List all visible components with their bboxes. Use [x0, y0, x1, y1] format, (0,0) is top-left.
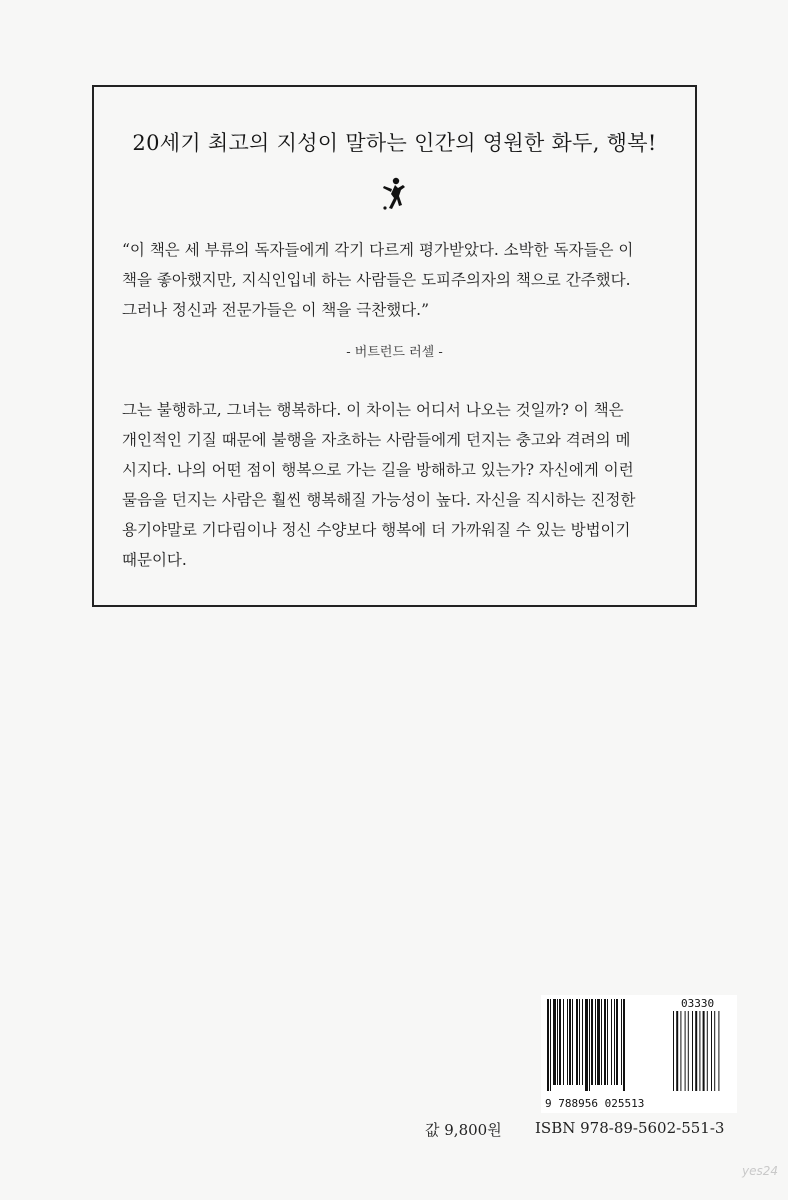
barcode-bar: [585, 999, 588, 1091]
barcode-bar: [591, 999, 593, 1085]
barcode-bar: [576, 999, 578, 1085]
barcode-bar: [604, 999, 606, 1085]
isbn-label: ISBN 978-89-5602-551-3: [535, 1119, 725, 1137]
barcode-addon-bar: [680, 1011, 681, 1091]
barcode-addon-bar: [692, 1011, 693, 1091]
barcode-addon-bar: [714, 1011, 715, 1091]
barcode-bar: [569, 999, 571, 1085]
quote-attribution: - 버트런드 러셀 -: [346, 345, 443, 360]
barcode-bar: [557, 999, 558, 1085]
barcode-addon-bar: [703, 1011, 705, 1091]
barcode-bar: [579, 999, 580, 1085]
barcode-bar: [597, 999, 600, 1085]
barcode-bar: [623, 999, 625, 1091]
barcode-addon-bar: [707, 1011, 708, 1091]
barcode-bar: [553, 999, 556, 1085]
barcode-addon-bar: [695, 1011, 697, 1091]
isbn-barcode: [541, 995, 737, 1113]
price-label: 값 9,800원: [425, 1121, 502, 1139]
barcode-bar: [589, 999, 590, 1091]
blurb-box: [92, 85, 697, 607]
russell-quote: “이 책은 세 부류의 독자들에게 각기 다르게 평가받았다. 소박한 독자들은 이 책을 좋아했지만, 지식인입네 하는 사람들은 도피주의자의 책으로 간주했다. 그러나 정신과 전문가들은 이 책을 극찬했다.”: [122, 241, 634, 319]
barcode-bar: [547, 999, 549, 1091]
barcode-bar: [572, 999, 573, 1085]
barcode-bar: [567, 999, 568, 1085]
barcode-graphic: [541, 995, 737, 1113]
barcode-main-digits: 9 788956 025513: [545, 1097, 645, 1110]
barcode-addon-bar: [685, 1011, 686, 1091]
barcode-addon-bar: [718, 1011, 719, 1091]
barcode-bar: [595, 999, 596, 1085]
description-paragraph: 그는 불행하고, 그녀는 행복하다. 이 차이는 어디서 나오는 것일까? 이 책은 개인적인 기질 때문에 불행을 자초하는 사람들에게 던지는 충고와 격려의 메 시지다. 나의 어떤 점이 행복으로 가는 길을 방해하고 있는가? 자신에게 이런 물음을 던지는 사람은 훨씬 행복해질 가능성이 높다. 자신을 직시하는 진정한 용기야말로 기다림이나 정신 수양보다 행복에 더 가까워질 수 있는 방법이기 때문이다.: [122, 401, 636, 569]
barcode-bar: [621, 999, 622, 1085]
jumping-figure-icon: [380, 177, 406, 213]
barcode-bar: [614, 999, 615, 1085]
barcode-addon-bar: [711, 1011, 712, 1091]
barcode-bar: [607, 999, 608, 1085]
barcode-addon-bar: [676, 1011, 678, 1091]
barcode-bar: [601, 999, 602, 1085]
barcode-bar: [611, 999, 612, 1085]
barcode-bar: [550, 999, 551, 1091]
headline: 20세기 최고의 지성이 말하는 인간의 영원한 화두, 행복!: [132, 131, 657, 155]
barcode-bar: [582, 999, 583, 1085]
barcode-bar: [616, 999, 618, 1085]
barcode-addon-bar: [688, 1011, 689, 1091]
watermark: yes24: [742, 1164, 779, 1178]
barcode-bar: [559, 999, 561, 1085]
barcode-addon-bar: [673, 1011, 674, 1091]
barcode-addon-bar: [699, 1011, 700, 1091]
barcode-bar: [563, 999, 564, 1085]
barcode-addon-digits: 03330: [681, 997, 715, 1010]
